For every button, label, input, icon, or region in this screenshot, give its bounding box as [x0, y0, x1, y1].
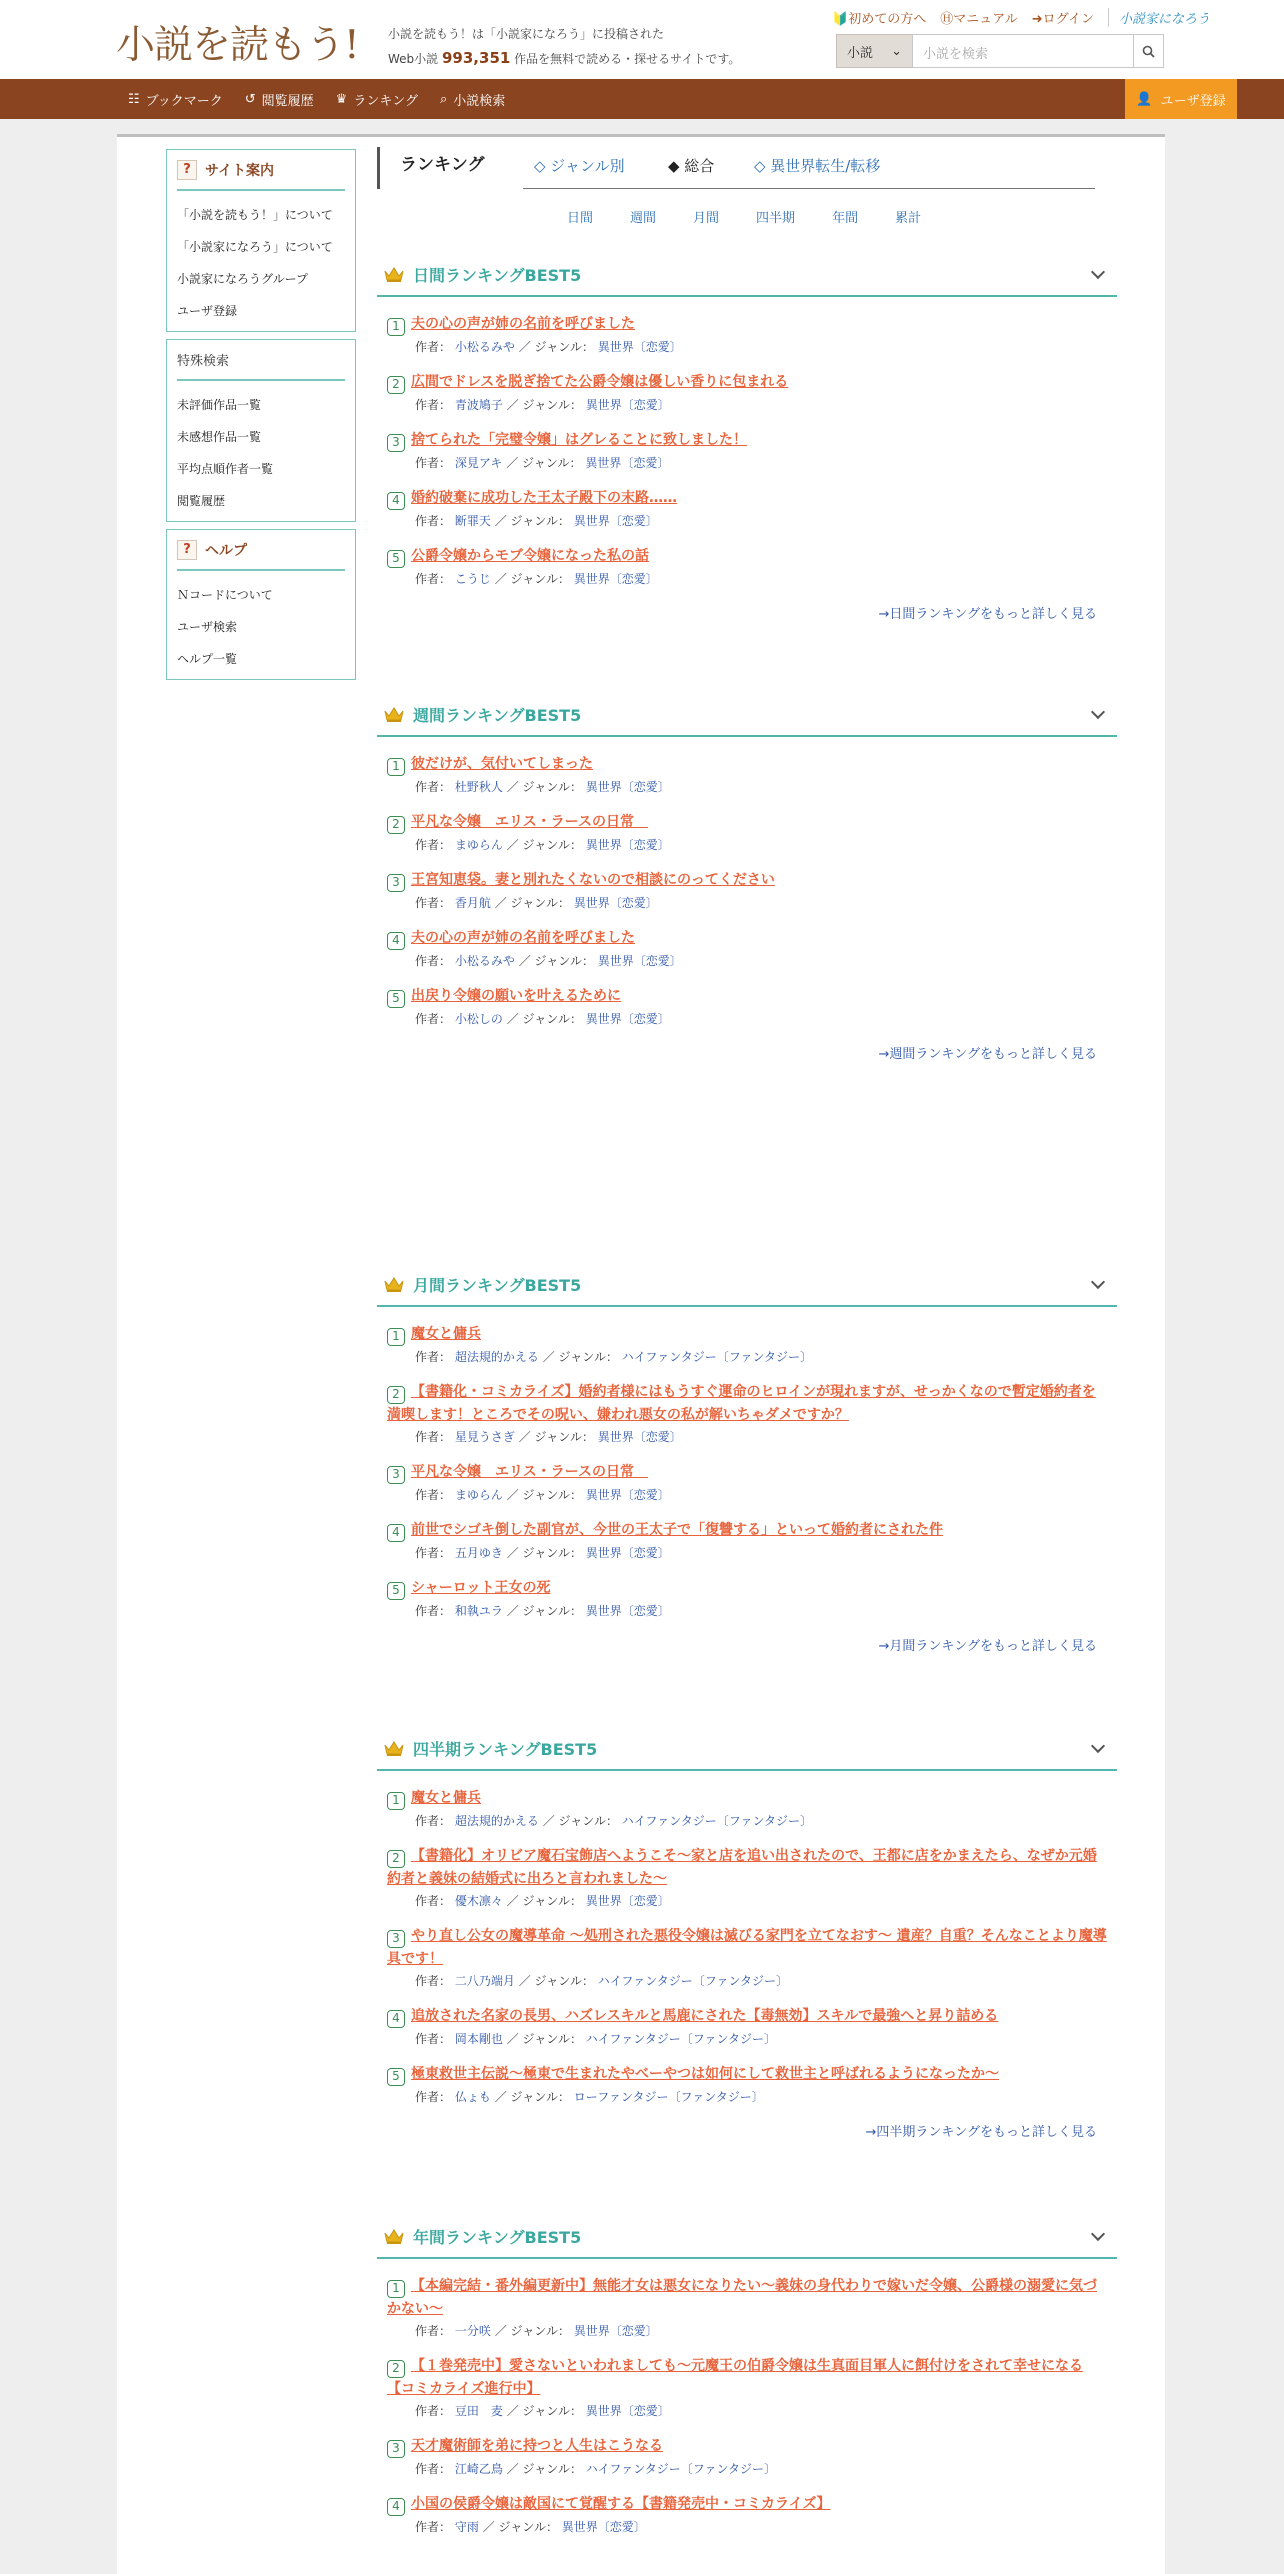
novel-title-link[interactable]: 夫の心の声が姉の名前を呼びました	[411, 930, 635, 946]
history-icon: ↺	[244, 91, 256, 107]
genre-link[interactable]: ハイファンタジー〔ファンタジー〕	[585, 2032, 776, 2046]
author-label: 作者：	[415, 838, 452, 852]
genre-link[interactable]: ハイファンタジー〔ファンタジー〕	[621, 1350, 812, 1364]
genre-link[interactable]: 異世界〔恋愛〕	[597, 1430, 682, 1444]
genre-label: ／ ジャンル：	[506, 2404, 582, 2418]
rank-number: 2	[387, 1386, 405, 1404]
genre-label: ／ ジャンル：	[518, 1430, 594, 1444]
sidebar-item[interactable]: 平均点順作者一覧	[177, 462, 274, 476]
novel-title-link[interactable]: 平凡な令嬢 エリス・ラースの日常	[411, 1464, 649, 1480]
ranking-entry	[387, 2005, 1107, 2050]
ranking-entry	[387, 1925, 1107, 1992]
author-link[interactable]: 小松るみや	[454, 954, 515, 968]
chevron-down-icon[interactable]	[1091, 1739, 1105, 1753]
genre-label: ／ ジャンル：	[506, 2032, 582, 2046]
chevron-down-icon[interactable]	[1091, 2227, 1105, 2241]
genre-label: ／ ジャンル：	[518, 954, 594, 968]
novel-title-link[interactable]: 夫の心の声が姉の名前を呼びました	[411, 316, 635, 332]
author-label: 作者：	[415, 2324, 452, 2338]
crown-icon	[383, 705, 405, 723]
novel-title-link[interactable]: 追放された名家の長男、ハズレスキルと馬鹿にされた【毒無効】スキルで最強へと昇り詰める	[411, 2008, 999, 2024]
ranking-entry	[387, 429, 1107, 474]
rank-number: 1	[387, 1328, 405, 1346]
ranking-entry	[387, 1519, 1107, 1564]
genre-link[interactable]: 異世界〔恋愛〕	[573, 514, 658, 528]
sidebar-item[interactable]: ヘルプ一覧	[177, 652, 238, 666]
nav-history[interactable]: ↺ 閲覧履歴	[244, 91, 314, 109]
sidebar-special-search	[166, 339, 356, 522]
user-icon: 👤	[1136, 91, 1153, 107]
author-link[interactable]: 江崎乙鳥	[454, 2462, 503, 2476]
sidebar-site-guide	[166, 149, 356, 332]
novel-title-link[interactable]: シャーロット王女の死	[411, 1580, 551, 1596]
ranking-section	[377, 1263, 1117, 1654]
sidebar-title: 特殊検索	[177, 340, 345, 381]
rank-number: 1	[387, 2280, 405, 2298]
sidebar-item[interactable]: ユーザ登録	[177, 304, 238, 318]
author-link[interactable]: 超法規的かえる	[454, 1814, 539, 1828]
genre-label: ／ ジャンル：	[518, 1974, 594, 1988]
genre-label: ／ ジャンル：	[506, 1604, 582, 1618]
author-label: 作者：	[415, 340, 452, 354]
author-label: 作者：	[415, 2520, 452, 2534]
more-ranking-link[interactable]: →週間ランキングをもっと詳しく見る	[878, 1047, 1097, 1062]
crown-icon	[383, 1739, 405, 1757]
section-title: 四半期ランキングBEST5	[413, 1739, 598, 1759]
site-logo[interactable]: 小説を読もう!	[116, 23, 359, 68]
rank-number: 4	[387, 2010, 405, 2028]
site-tagline: 小説を読もう！は「小説家になろう」に投稿された Web小説 993,351 作品を無料で読める・探せるサイトです。	[388, 27, 741, 67]
work-count: 993,351	[442, 49, 511, 67]
main-nav	[0, 79, 1284, 119]
search-button[interactable]	[1134, 34, 1164, 68]
genre-link[interactable]: 異世界〔恋愛〕	[585, 398, 670, 412]
ranking-entry	[387, 811, 1107, 856]
genre-label: ／ ジャンル：	[506, 398, 582, 412]
period-monthly[interactable]: 月間	[693, 211, 720, 226]
rank-number: 1	[387, 758, 405, 776]
genre-label: ／ ジャンル：	[482, 2520, 558, 2534]
author-link[interactable]: 小松るみや	[454, 340, 515, 354]
nav-ranking[interactable]: ♛ ランキング	[335, 91, 418, 109]
genre-link[interactable]: 異世界〔恋愛〕	[585, 1546, 670, 1560]
search-input[interactable]: 小説を検索	[912, 34, 1134, 68]
rank-number: 1	[387, 318, 405, 336]
rank-number: 5	[387, 2068, 405, 2086]
rank-number: 2	[387, 2360, 405, 2378]
sidebar-item[interactable]: ユーザ検索	[177, 620, 238, 634]
rank-number: 4	[387, 1524, 405, 1542]
author-label: 作者：	[415, 514, 452, 528]
author-label: 作者：	[415, 1546, 452, 1560]
author-link[interactable]: 岡本剛也	[454, 2032, 503, 2046]
period-daily[interactable]: 日間	[567, 211, 594, 226]
tab-genre[interactable]: ◇ ジャンル別	[534, 157, 625, 175]
section-header[interactable]	[377, 1727, 1117, 1771]
author-label: 作者：	[415, 1350, 452, 1364]
genre-label: ／ ジャンル：	[494, 896, 570, 910]
genre-label: ／ ジャンル：	[506, 1012, 582, 1026]
section-title: 日間ランキングBEST5	[413, 265, 582, 285]
sidebar-item[interactable]: 小説家になろうグループ	[177, 272, 309, 286]
author-link[interactable]: 超法規的かえる	[454, 1350, 539, 1364]
author-link[interactable]: 小松しの	[454, 1012, 503, 1026]
site-header	[0, 0, 1284, 79]
author-label: 作者：	[415, 572, 452, 586]
genre-link[interactable]: ハイファンタジー〔ファンタジー〕	[597, 1974, 788, 1988]
author-link[interactable]: 仏ょも	[454, 2090, 491, 2104]
user-register-button[interactable]: 👤 ユーザ登録	[1125, 79, 1237, 119]
genre-link[interactable]: 異世界〔恋愛〕	[585, 1894, 670, 1908]
ranking-entry	[387, 2493, 1107, 2538]
section-header[interactable]	[377, 2215, 1117, 2259]
novel-title-link[interactable]: 魔女と傭兵	[411, 1326, 481, 1342]
genre-link[interactable]: 異世界〔恋愛〕	[585, 1604, 670, 1618]
section-title: 年間ランキングBEST5	[413, 2227, 582, 2247]
novel-title-link[interactable]: 天才魔術師を弟に持つと人生はこうなる	[411, 2438, 663, 2454]
rank-number: 5	[387, 990, 405, 1008]
crown-icon	[383, 265, 405, 283]
novel-title-link[interactable]: 婚約破棄に成功した王太子殿下の末路……	[411, 490, 677, 506]
author-link[interactable]: 五月ゆき	[454, 1546, 503, 1560]
genre-link[interactable]: 異世界〔恋愛〕	[573, 896, 658, 910]
sidebar-item[interactable]: 「小説を読もう！」について	[177, 208, 333, 222]
more-ranking-link[interactable]: →四半期ランキングをもっと詳しく見る	[865, 2125, 1097, 2140]
author-label: 作者：	[415, 1012, 452, 1026]
chevron-down-icon[interactable]	[1091, 1275, 1105, 1289]
genre-label: ／ ジャンル：	[542, 1350, 618, 1364]
author-link[interactable]: 深見アキ	[454, 456, 503, 470]
ranking-entry	[387, 985, 1107, 1030]
ranking-entry	[387, 1381, 1107, 1448]
genre-link[interactable]: 異世界〔恋愛〕	[585, 1012, 670, 1026]
genre-link[interactable]: 異世界〔恋愛〕	[573, 2324, 658, 2338]
genre-label: ／ ジャンル：	[494, 2324, 570, 2338]
rank-number: 5	[387, 550, 405, 568]
section-header[interactable]	[377, 693, 1117, 737]
section-title: 月間ランキングBEST5	[413, 1275, 582, 1295]
rank-number: 2	[387, 1850, 405, 1868]
question-icon: ?	[177, 540, 197, 560]
genre-link[interactable]: 異世界〔恋愛〕	[585, 838, 670, 852]
sidebar-title: ヘルプ	[205, 542, 247, 559]
novel-title-link[interactable]: やり直し公女の魔導革命 ～処刑された悪役令嬢は滅びる家門を立てなおす～ 遺産？自重？そんなことより魔導具です！	[387, 1928, 1107, 1967]
author-link[interactable]: まゆらん	[454, 838, 503, 852]
search-bar	[836, 34, 1164, 68]
content-container	[117, 134, 1165, 2574]
first-time-link[interactable]: 🔰初めての方へ	[832, 12, 927, 27]
author-label: 作者：	[415, 2090, 452, 2104]
period-links	[567, 207, 958, 226]
novel-title-link[interactable]: 小国の侯爵令嬢は敵国にて覚醒する【書籍発売中・コミカライズ】	[411, 2496, 831, 2512]
novel-title-link[interactable]: 【書籍化】オリビア魔石宝飾店へようこそ～家と店を追い出されたので、王都に店をかまえたら、なぜか元婚約者と義妹の結婚式に出ろと言われました～	[387, 1848, 1097, 1887]
more-ranking-link[interactable]: →日間ランキングをもっと詳しく見る	[878, 607, 1097, 622]
ranking-entry	[387, 927, 1107, 972]
genre-link[interactable]: 異世界〔恋愛〕	[585, 456, 670, 470]
author-label: 作者：	[415, 1814, 452, 1828]
genre-link[interactable]: 異世界〔恋愛〕	[597, 340, 682, 354]
author-label: 作者：	[415, 1974, 452, 1988]
search-icon: ⌕	[439, 91, 448, 107]
novel-title-link[interactable]: 公爵令嬢からモブ令嬢になった私の話	[411, 548, 649, 564]
author-link[interactable]: 和執ユラ	[454, 1604, 503, 1618]
author-label: 作者：	[415, 2032, 452, 2046]
tab-overall[interactable]: ◆ 総合	[668, 157, 715, 175]
ranking-entry	[387, 869, 1107, 914]
tab-divider	[523, 188, 1095, 189]
ranking-section	[377, 253, 1117, 622]
author-link[interactable]: 守雨	[454, 2520, 479, 2534]
rank-number: 3	[387, 874, 405, 892]
ranking-entry	[387, 371, 1107, 416]
section-header[interactable]	[377, 1263, 1117, 1307]
author-label: 作者：	[415, 1894, 452, 1908]
more-ranking-link[interactable]: →月間ランキングをもっと詳しく見る	[878, 1639, 1097, 1654]
rank-number: 3	[387, 2440, 405, 2458]
genre-label: ／ ジャンル：	[506, 1546, 582, 1560]
author-link[interactable]: 豆田 麦	[454, 2404, 503, 2418]
author-label: 作者：	[415, 1430, 452, 1444]
ranking-section	[377, 2215, 1117, 2551]
genre-link[interactable]: 異世界〔恋愛〕	[585, 2404, 670, 2418]
author-label: 作者：	[415, 954, 452, 968]
ranking-tabs	[377, 147, 1095, 189]
author-label: 作者：	[415, 2404, 452, 2418]
ranking-entry	[387, 313, 1107, 358]
rank-number: 5	[387, 1582, 405, 1600]
author-link[interactable]: 星見うさぎ	[454, 1430, 515, 1444]
chevron-down-icon: ⌄	[891, 43, 902, 59]
sidebar-title: サイト案内	[205, 162, 275, 179]
author-label: 作者：	[415, 1604, 452, 1618]
author-link[interactable]: 断罪天	[454, 514, 491, 528]
ranking-entry	[387, 545, 1107, 590]
ranking-entry	[387, 2435, 1107, 2480]
ranking-entry	[387, 2355, 1107, 2422]
author-link[interactable]: 一分咲	[454, 2324, 491, 2338]
rank-number: 3	[387, 1930, 405, 1948]
author-label: 作者：	[415, 398, 452, 412]
novel-title-link[interactable]: 広間でドレスを脱ぎ捨てた公爵令嬢は優しい香りに包まれる	[411, 374, 789, 390]
author-link[interactable]: 二八乃端月	[454, 1974, 515, 1988]
author-link[interactable]: まゆらん	[454, 1488, 503, 1502]
crown-icon	[383, 1275, 405, 1293]
genre-link[interactable]: ローファンタジー〔ファンタジー〕	[573, 2090, 764, 2104]
sidebar-help	[166, 529, 356, 680]
genre-link[interactable]: 異世界〔恋愛〕	[585, 780, 670, 794]
question-icon: ?	[177, 160, 197, 180]
genre-label: ／ ジャンル：	[494, 572, 570, 586]
ranking-heading: ランキング	[377, 147, 485, 189]
genre-label: ／ ジャンル：	[518, 340, 594, 354]
genre-label: ／ ジャンル：	[506, 1894, 582, 1908]
genre-link[interactable]: ハイファンタジー〔ファンタジー〕	[621, 1814, 812, 1828]
genre-label: ／ ジャンル：	[542, 1814, 618, 1828]
ranking-entry	[387, 2275, 1107, 2342]
author-link[interactable]: 香月航	[454, 896, 491, 910]
sidebar-item[interactable]: 閲覧履歴	[177, 494, 226, 508]
ranking-entry	[387, 1577, 1107, 1622]
sidebar-item[interactable]: 未感想作品一覧	[177, 430, 262, 444]
nav-bookmark[interactable]: ☷ ブックマーク	[128, 91, 223, 109]
rank-number: 3	[387, 434, 405, 452]
genre-link[interactable]: 異世界〔恋愛〕	[573, 572, 658, 586]
novel-title-link[interactable]: 前世でシゴキ倒した副官が、今世の王太子で「復讐する」といって婚約者にされた件	[411, 1522, 943, 1538]
rank-number: 4	[387, 932, 405, 950]
genre-label: ／ ジャンル：	[506, 838, 582, 852]
sidebar-item[interactable]: 「小説家になろう」について	[177, 240, 333, 254]
ranking-entry	[387, 2063, 1107, 2108]
author-link[interactable]: 優木凛々	[454, 1894, 503, 1908]
genre-link[interactable]: 異世界〔恋愛〕	[561, 2520, 646, 2534]
novel-title-link[interactable]: 魔女と傭兵	[411, 1790, 481, 1806]
genre-label: ／ ジャンル：	[506, 456, 582, 470]
rank-number: 4	[387, 492, 405, 510]
novel-title-link[interactable]: 彼だけが、気付いてしまった	[411, 756, 593, 772]
author-label: 作者：	[415, 456, 452, 470]
genre-label: ／ ジャンル：	[494, 2090, 570, 2104]
crown-icon	[383, 2227, 405, 2245]
novel-title-link[interactable]: 捨てられた「完璧令嬢」はグレることに致しました！	[411, 432, 747, 448]
chevron-down-icon[interactable]	[1091, 265, 1105, 279]
author-link[interactable]: 杜野秋人	[454, 780, 503, 794]
novel-title-link[interactable]: 【書籍化・コミカライズ】婚約者様にはもうすぐ運命のヒロインが現れますが、せっかくなので暫定婚約者を満喫します！ところでその呪い、嫌われ悪女の私が解いちゃダメですか？	[387, 1384, 1096, 1423]
genre-link[interactable]: ハイファンタジー〔ファンタジー〕	[585, 2462, 776, 2476]
genre-link[interactable]: 異世界〔恋愛〕	[597, 954, 682, 968]
novel-title-link[interactable]: 【本編完結・番外編更新中】無能才女は悪女になりたい～義妹の身代わりで嫁いだ令嬢、公爵様の溺愛に気づかない～	[387, 2278, 1097, 2317]
crown-icon: ♛	[335, 91, 348, 107]
sidebar-item[interactable]: Ｎコードについて	[177, 588, 273, 602]
genre-label: ／ ジャンル：	[506, 780, 582, 794]
genre-link[interactable]: 異世界〔恋愛〕	[585, 1488, 670, 1502]
ranking-entry	[387, 487, 1107, 532]
novel-title-link[interactable]: 出戻り令嬢の願いを叶えるために	[411, 988, 621, 1004]
section-header[interactable]	[377, 253, 1117, 297]
tab-isekai[interactable]: ◇ 異世界転生/転移	[754, 157, 881, 175]
section-title: 週間ランキングBEST5	[413, 705, 582, 725]
period-quarterly[interactable]: 四半期	[756, 211, 796, 226]
chevron-down-icon[interactable]	[1091, 705, 1105, 719]
search-icon	[1142, 45, 1155, 58]
ranking-entry	[387, 1461, 1107, 1506]
author-link[interactable]: 青波鳩子	[454, 398, 503, 412]
login-link[interactable]: ➜ログイン	[1031, 12, 1094, 27]
novel-title-link[interactable]: 平凡な令嬢 エリス・ラースの日常	[411, 814, 649, 830]
ranking-section	[377, 1727, 1117, 2140]
novel-title-link[interactable]: 王宮知恵袋。妻と別れたくないので相談にのってください	[411, 872, 775, 888]
rank-number: 1	[387, 1792, 405, 1810]
genre-label: ／ ジャンル：	[506, 1488, 582, 1502]
genre-label: ／ ジャンル：	[506, 2462, 582, 2476]
rank-number: 3	[387, 1466, 405, 1484]
period-weekly[interactable]: 週間	[630, 211, 657, 226]
genre-label: ／ ジャンル：	[494, 514, 570, 528]
ranking-section	[377, 693, 1117, 1062]
rank-number: 2	[387, 816, 405, 834]
narou-logo-link[interactable]: 小説家になろう	[1108, 8, 1210, 27]
ranking-entry	[387, 1845, 1107, 1912]
manual-link[interactable]: Ⓗマニュアル	[940, 12, 1018, 27]
ranking-entry	[387, 1787, 1107, 1832]
search-type-select[interactable]: 小説 ⌄	[836, 34, 912, 68]
rank-number: 4	[387, 2498, 405, 2516]
author-label: 作者：	[415, 780, 452, 794]
author-label: 作者：	[415, 896, 452, 910]
ranking-entry	[387, 1323, 1107, 1368]
period-yearly[interactable]: 年間	[832, 211, 859, 226]
sidebar-item[interactable]: 未評価作品一覧	[177, 398, 262, 412]
ranking-entry	[387, 753, 1107, 798]
author-label: 作者：	[415, 1488, 452, 1502]
rank-number: 2	[387, 376, 405, 394]
author-label: 作者：	[415, 2462, 452, 2476]
top-links	[832, 8, 1210, 27]
period-total[interactable]: 累計	[895, 211, 922, 226]
bookmark-icon: ☷	[128, 91, 140, 107]
novel-title-link[interactable]: 【１巻発売中】愛さないといわれましても～元魔王の伯爵令嬢は生真面目軍人に餌付けをされて幸せになる【コミカライズ進行中】	[387, 2358, 1083, 2397]
novel-title-link[interactable]: 極東救世主伝説～極東で生まれたやべーやつは如何にして救世主と呼ばれるようになったか～	[411, 2066, 999, 2082]
nav-search[interactable]: ⌕ 小説検索	[439, 91, 506, 109]
author-link[interactable]: こうじ	[454, 572, 491, 586]
